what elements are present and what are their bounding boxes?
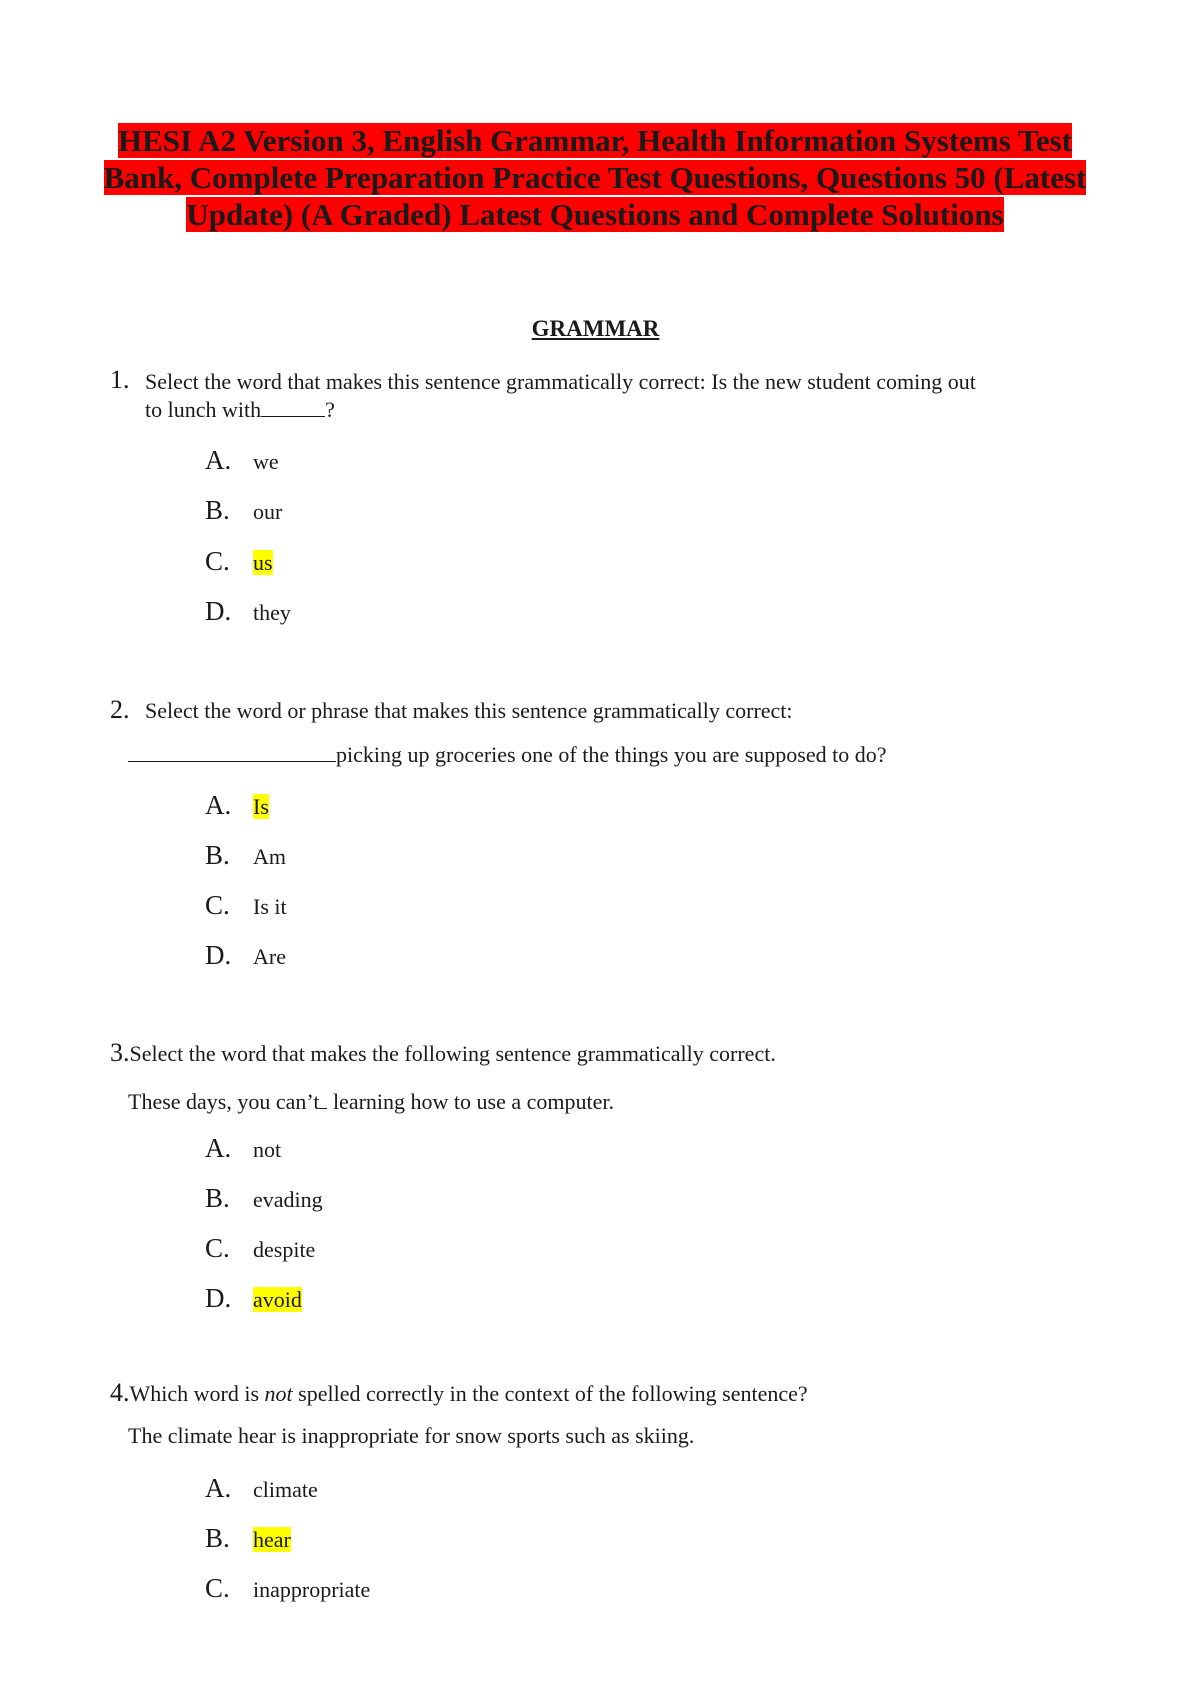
question-text: 4.Which word is not spelled correctly in the context of the following sentence?	[110, 1378, 808, 1407]
answer-blank	[128, 741, 336, 762]
question-text-cont: The climate hear is inappropriate for snow sports such as skiing.	[128, 1423, 695, 1448]
option-letter: D.	[205, 1283, 232, 1313]
section-heading: GRAMMAR	[531, 316, 660, 341]
option-text: we	[253, 449, 279, 474]
option-text: Am	[253, 844, 286, 869]
document-title: HESI A2 Version 3, English Grammar, Health Information Systems Test Bank, Complete Preparation Practice Test Questions, Questions 50 (Latest Update) (A Graded) Latest Questions and Complete Solutions	[103, 123, 1087, 232]
answer-blank	[261, 396, 325, 417]
option-letter: D.	[205, 596, 232, 626]
question-text: Select the word or phrase that makes this sentence grammatically correct:	[145, 698, 793, 723]
question-text-cont: picking up groceries one of the things you are supposed to do?	[128, 741, 886, 769]
option-text: our	[253, 499, 283, 524]
option-text: evading	[253, 1187, 323, 1212]
question-text-cont: These days, you can’t learning how to use a computer.	[128, 1082, 614, 1116]
option-letter: A.	[205, 445, 232, 475]
question-number: 2.	[110, 695, 130, 724]
option-text-highlighted: avoid	[253, 1287, 302, 1312]
question-number: 1.	[110, 365, 130, 394]
question-text: Select the word that makes this sentence grammatically correct: Is the new student coming out	[145, 369, 976, 394]
option-letter: B.	[205, 840, 230, 870]
question-number: 4.	[110, 1378, 130, 1407]
question-text: 3.Select the word that makes the following sentence grammatically correct.	[110, 1038, 776, 1067]
option-letter: B.	[205, 495, 230, 525]
option-text: inappropriate	[253, 1577, 371, 1602]
option-text-highlighted: hear	[253, 1527, 291, 1552]
option-text: climate	[253, 1477, 318, 1502]
option-text-highlighted: Is	[253, 794, 269, 819]
option-text: they	[253, 600, 291, 625]
option-letter: C.	[205, 546, 230, 576]
option-letter: D.	[205, 940, 232, 970]
option-text: Is it	[253, 894, 287, 919]
option-text: not	[253, 1137, 282, 1162]
option-letter: C.	[205, 1573, 230, 1603]
question-text-cont: to lunch with ?	[145, 397, 335, 422]
option-text: Are	[253, 944, 286, 969]
option-text: despite	[253, 1237, 316, 1262]
option-letter: B.	[205, 1523, 230, 1553]
option-letter: A.	[205, 790, 232, 820]
question-number: 3.	[110, 1038, 130, 1067]
option-letter: A.	[205, 1133, 232, 1163]
option-letter: A.	[205, 1473, 232, 1503]
option-letter: B.	[205, 1183, 230, 1213]
option-letter: C.	[205, 1233, 230, 1263]
option-letter: C.	[205, 890, 230, 920]
option-text-highlighted: us	[253, 550, 273, 575]
